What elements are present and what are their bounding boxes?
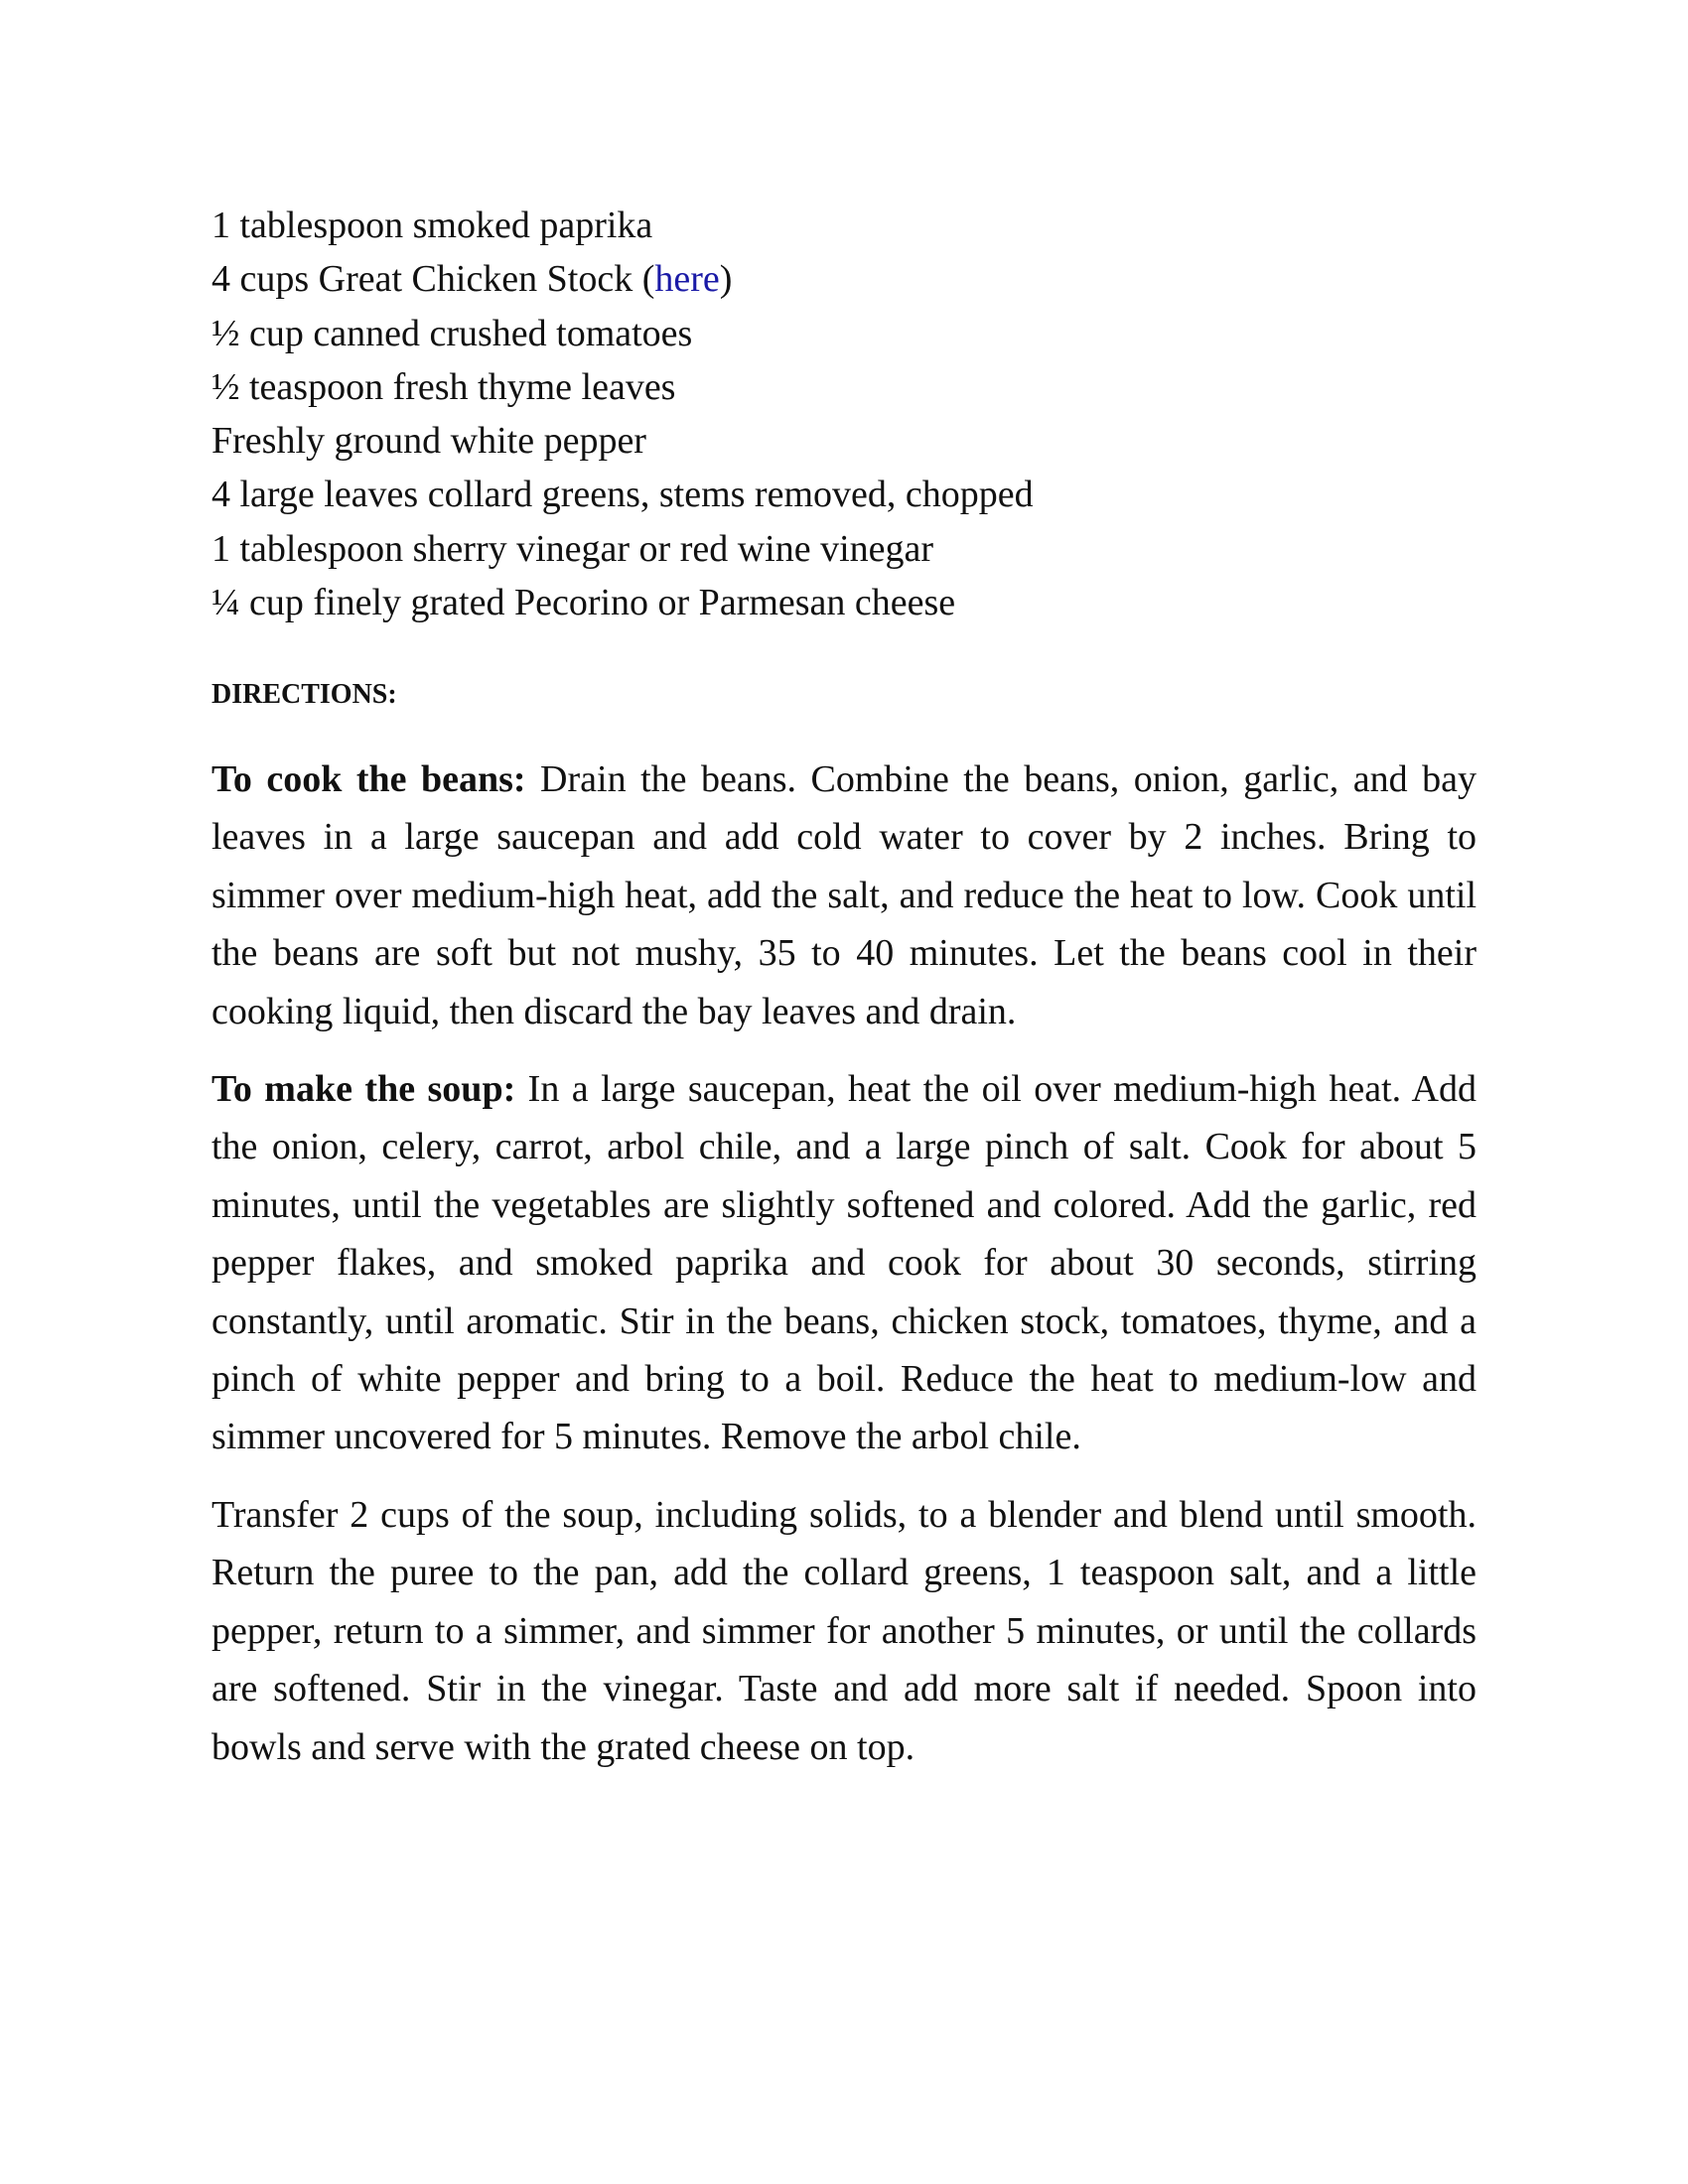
ingredient-text: 4 cups Great Chicken Stock ( [211,258,655,301]
directions-heading: DIRECTIONS: [211,679,397,710]
ingredient-item: 4 large leaves collard greens, stems removed, chopped [211,474,1034,516]
direction-paragraph-beans [211,751,1477,1040]
chicken-stock-here-link[interactable]: here [654,258,720,301]
ingredient-item: Freshly ground white pepper [211,420,646,463]
ingredient-item: 1 tablespoon sherry vinegar or red wine vinegar [211,527,934,570]
paragraph-lead: To make the soup: [211,1068,516,1111]
ingredient-item: ½ cup canned crushed tomatoes [211,312,693,354]
ingredient-item: ½ teaspoon fresh thyme leaves [211,365,676,408]
ingredient-list [211,199,1477,629]
paragraph-text: In a large saucepan, heat the oil over medium-high heat. Add the onion, celery, carrot, arbol chile, and a large pinch of salt. Cook for about 5 minutes, until the vegetables are slightly softened and colored. Add the garlic, red pepper flakes, and smoked paprika and cook for about 30 seconds, stirring constantly, until aromatic. Stir in the beans, chicken stock, tomatoes, thyme, and a pinch of white pepper and bring to a boil. Reduce the heat to medium-low and simmer uncovered for 5 minutes. Remove the arbol chile. [211,1068,1477,1458]
ingredient-item: 1 tablespoon smoked paprika [211,205,653,246]
ingredient-text: ) [719,258,733,301]
paragraph-lead: To cook the beans: [211,758,526,800]
paragraph-text: Drain the beans. Combine the beans, onion, garlic, and bay leaves in a large saucepan and add cold water to cover by 2 inches. Bring to simmer over medium-high heat, add the salt, and reduce the heat to low. Cook until the beans are soft but not mushy, 35 to 40 minutes. Let the beans cool in their cooking liquid, then discard the bay leaves and drain. [211,758,1477,1032]
direction-paragraph-soup [211,1060,1477,1466]
directions-body [211,751,1477,1796]
recipe-page [211,199,1477,1768]
paragraph-text: Transfer 2 cups of the soup, including solids, to a blender and blend until smooth. Return the puree to the pan, add the collard greens, 1 teaspoon salt, and a little pepper, return to a simmer, and simmer for another 5 minutes, or until the collards are softened. Stir in the vinegar. Taste and add more salt if needed. Spoon into bowls and serve with the grated cheese on top. [211,1493,1477,1768]
ingredient-item [211,252,1477,306]
ingredient-item: ¼ cup finely grated Pecorino or Parmesan cheese [211,582,956,624]
direction-paragraph-finish [211,1486,1477,1776]
